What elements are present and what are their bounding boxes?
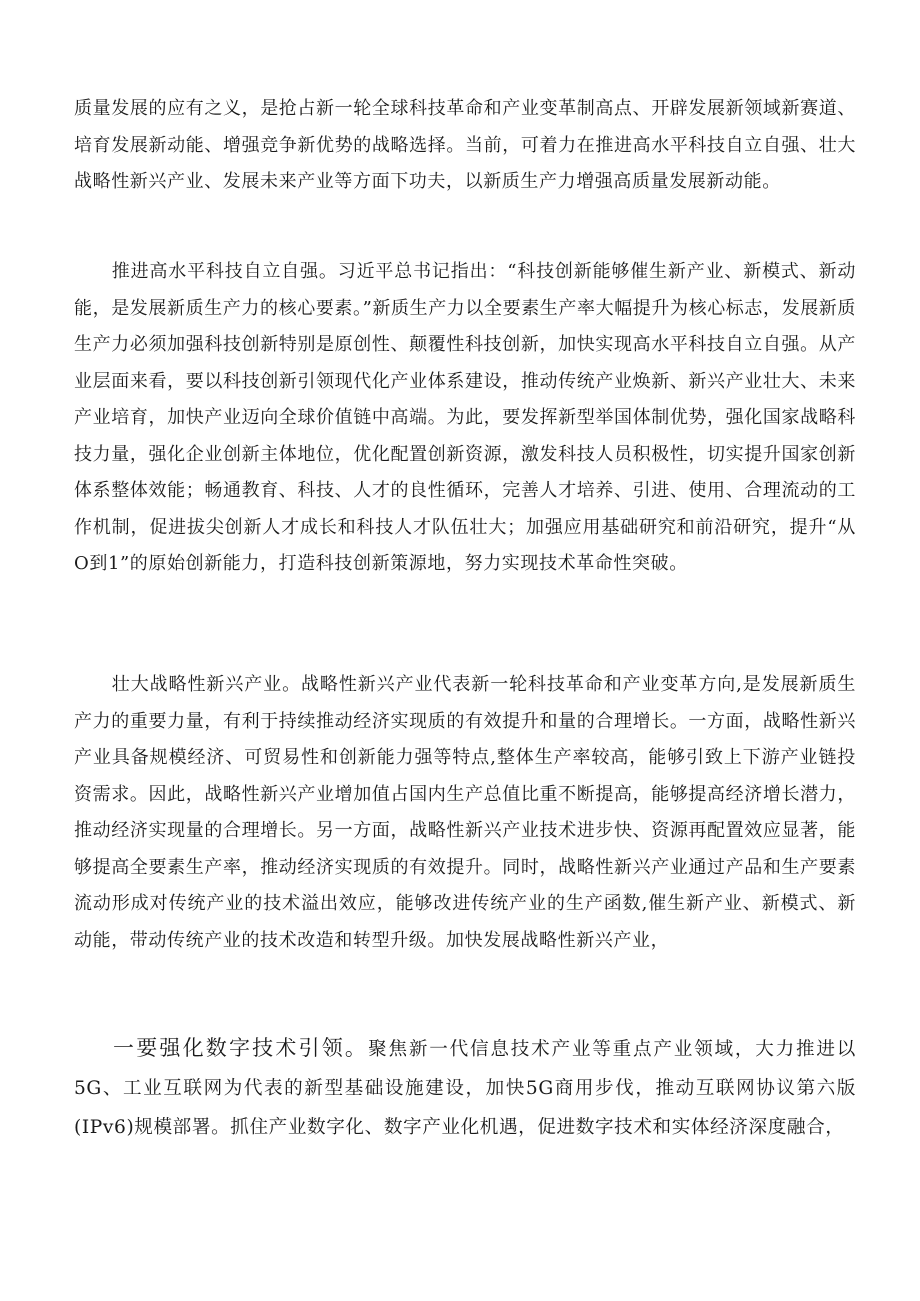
paragraph-tech-self-reliance [74,254,856,583]
paragraph-body [74,1029,856,1147]
paragraph-text: 聚焦新一代信息技术产业等重点产业领域，大力推进以5G、工业互联网为代表的新型基础设施建设，加快5G商用步伐，推动互联网协议第六版(IPv6)规模部署。抓住产业数字化、数字产业化机遇，促进数字技术和实体经济深度融合， [74,1039,857,1138]
paragraph-text: 质量发展的应有之义，是抢占新一轮全球科技革命和产业变革制高点、开辟发展新领域新赛道、培育发展新动能、增强竞争新优势的战略选择。当前，可着力在推进高水平科技自立自强、壮大战略性新兴产业、发展未来产业等方面下功夫，以新质生产力增强高质量发展新动能。 [74,98,856,192]
paragraph-continuation [74,91,856,201]
paragraph-text: 推进高水平科技自立自强。习近平总书记指出：“科技创新能够催生新产业、新模式、新动能，是发展新质生产力的核心要素。”新质生产力以全要素生产率大幅提升为核心标志，发展新质生产力必须加强科技创新特别是原创性、颠覆性科技创新，加快实现高水平科技自立自强。从产业层面来看，要以科技创新引领现代化产业体系建设，推动传统产业焕新、新兴产业壮大、未来产业培育，加快产业迈向全球价值链中高端。为此，要发挥新型举国体制优势，强化国家战略科技力量，强化企业创新主体地位，优化配置创新资源，激发科技人员积极性，切实提升国家创新体系整体效能；畅通教育、科技、人才的良性循环，完善人才培养、引进、使用、合理流动的工作机制，促进拔尖创新人才成长和科技人才队伍壮大；加强应用基础研究和前沿研究，提升“从O到1”的原始创新能力，打造科技创新策源地，努力实现技术革命性突破。 [74,261,856,574]
paragraph-digital-tech [74,1029,856,1147]
paragraph-text: 壮大战略性新兴产业。战略性新兴产业代表新一轮科技革命和产业变革方向,是发展新质生产力的重要力量，有利于持续推动经济实现质的有效提升和量的合理增长。一方面，战略性新兴产业具备规模经济、可贸易性和创新能力强等特点,整体生产率较高，能够引致上下游产业链投资需求。因此，战略性新兴产业增加值占国内生产总值比重不断提高，能够提高经济增长潜力，推动经济实现量的合理增长。另一方面，战略性新兴产业技术进步快、资源再配置效应显著，能够提高全要素生产率，推动经济实现质的有效提升。同时，战略性新兴产业通过产品和生产要素流动形成对传统产业的技术溢出效应，能够改进传统产业的生产函数,催生新产业、新模式、新动能，带动传统产业的技术改造和转型升级。加快发展战略性新兴产业， [74,674,856,951]
paragraph-lead-title: 一要强化数字技术引领。 [113,1036,369,1060]
paragraph-strategic-industries [74,667,856,959]
